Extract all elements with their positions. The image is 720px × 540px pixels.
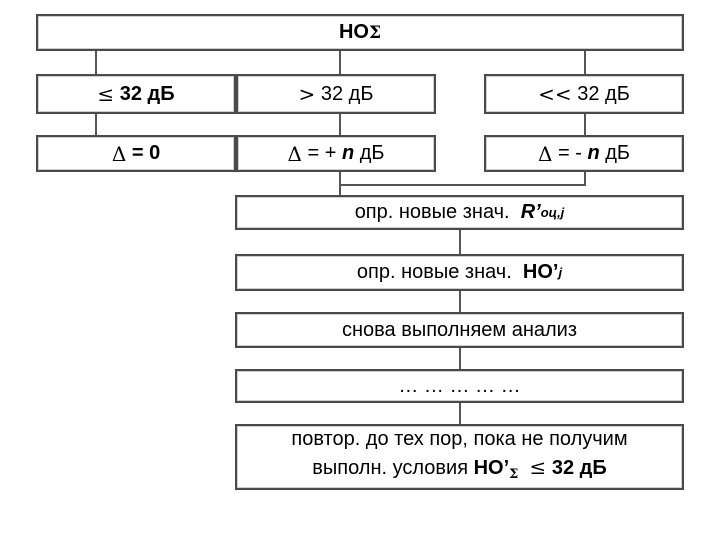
- connector-top-middle: [339, 50, 341, 75]
- delta-post: дБ: [599, 142, 631, 164]
- connector-top-left: [95, 50, 97, 75]
- delta-symbol: Δ: [537, 141, 553, 166]
- connector-left-col: [95, 114, 97, 136]
- connector-middle-down: [339, 172, 341, 197]
- delta-symbol: Δ: [287, 141, 302, 166]
- condition-value: 32 дБ: [577, 82, 630, 105]
- step-repeat-until: [235, 424, 684, 490]
- condition-value: 32 дБ: [320, 82, 374, 105]
- step-new-ho-values: [235, 254, 684, 291]
- step-line1: повтор. до тех пор, пока не получим: [291, 428, 628, 450]
- step-ellipsis: [235, 369, 684, 403]
- connector-step1-step2: [459, 229, 461, 255]
- step-repeat-analysis: [235, 312, 684, 348]
- sigma-symbol: Σ: [368, 22, 382, 43]
- condition-box-gt: [236, 74, 436, 114]
- step-text: опр. новые знач.: [354, 201, 510, 223]
- ll-symbol: <<: [538, 82, 572, 106]
- step-var: R’: [520, 201, 541, 223]
- step-line2-text: выполн. условия: [312, 457, 469, 479]
- connector-step2-step3: [459, 290, 461, 312]
- step-text: … … … … …: [398, 374, 521, 397]
- delta-pre: = -: [557, 142, 588, 164]
- gt-symbol: >: [298, 82, 316, 106]
- delta-n: n: [587, 142, 600, 164]
- connector-right-col: [584, 114, 586, 136]
- connector-join: [339, 184, 586, 186]
- delta-pre: = +: [307, 142, 342, 164]
- step-var: НО’: [522, 261, 559, 283]
- connector-top-right: [584, 50, 586, 75]
- connector-step4-step5: [459, 402, 461, 424]
- step-line2-value: 32 дБ: [551, 457, 607, 479]
- delta-symbol: Δ: [111, 141, 127, 166]
- le-symbol: ≤: [97, 82, 115, 106]
- step-sub: оц,j: [540, 205, 565, 220]
- sigma-symbol: Σ: [509, 467, 519, 482]
- step-text: снова выполняем анализ: [341, 318, 578, 341]
- condition-box-ll: [484, 74, 684, 114]
- condition-box-le: [36, 74, 236, 114]
- step-text: опр. новые знач.: [356, 261, 512, 283]
- step-sub: j: [558, 265, 563, 280]
- delta-box-plus: [236, 135, 436, 172]
- top-label: НО: [338, 21, 369, 43]
- connector-step3-step4: [459, 347, 461, 369]
- delta-n: n: [341, 142, 355, 164]
- top-box: [36, 14, 684, 51]
- delta-box-minus: [484, 135, 684, 172]
- le-symbol: ≤: [529, 455, 547, 479]
- condition-value: 32 дБ: [119, 82, 175, 105]
- connector-middle-col: [339, 114, 341, 136]
- step-new-r-values: [235, 195, 684, 230]
- delta-box-zero: [36, 135, 236, 172]
- delta-value: = 0: [131, 142, 161, 164]
- step-line2-var: НО’: [473, 457, 510, 479]
- delta-post: дБ: [354, 142, 385, 164]
